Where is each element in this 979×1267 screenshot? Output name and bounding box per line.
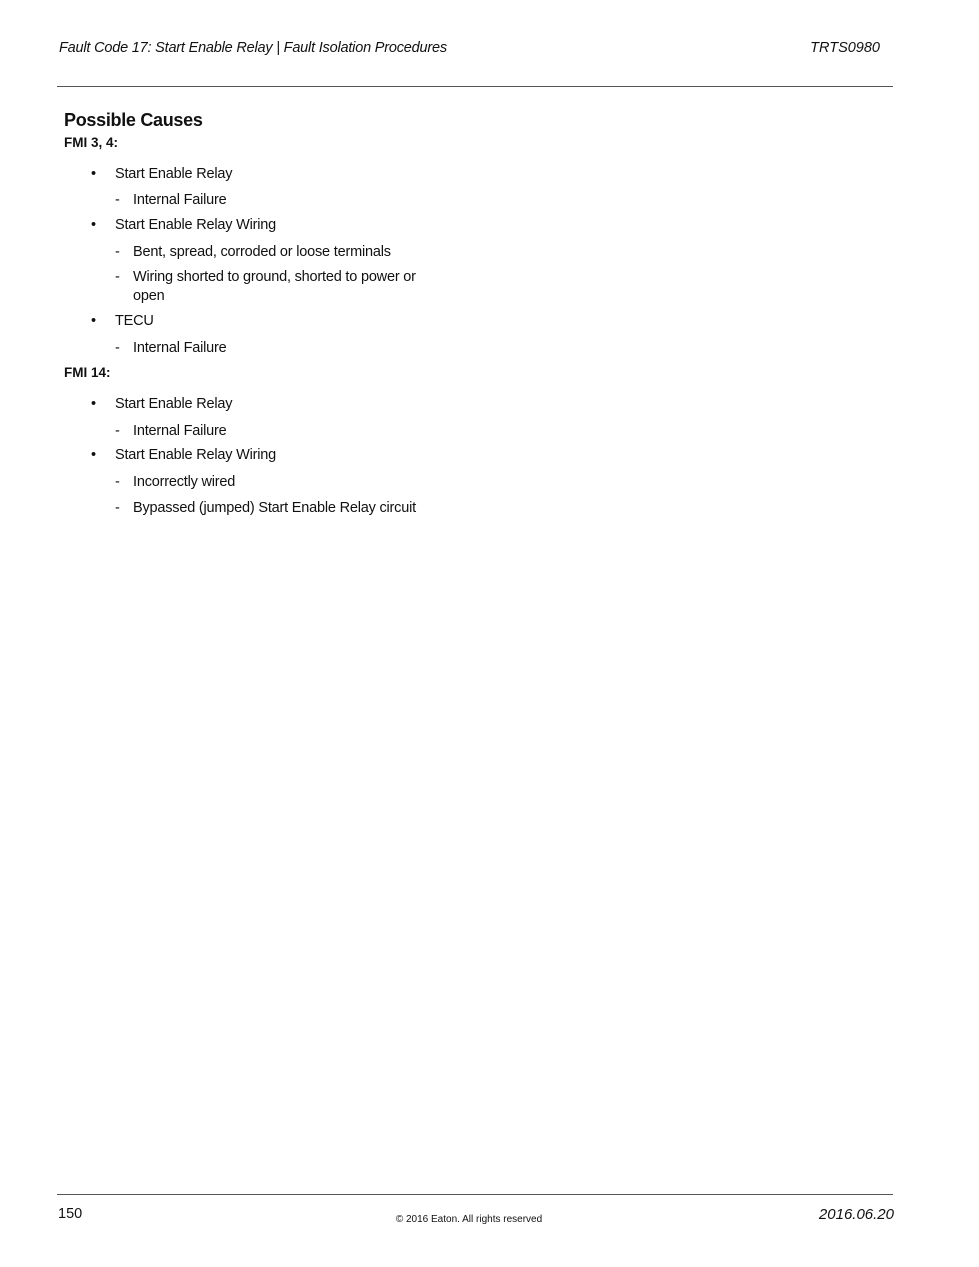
document-code: TRTS0980 [810,40,880,56]
dash-icon: - [115,269,120,285]
sub-cause-text: Wiring shorted to ground, shorted to power or open [133,269,416,304]
sub-cause-text: Bent, spread, corroded or loose terminals [133,244,391,260]
sub-item [115,191,443,210]
sub-cause-text: Internal Failure [133,423,227,439]
header-title: Fault Code 17: Start Enable Relay | Fault Isolation Procedures [59,40,447,56]
sub-cause-text: Internal Failure [133,192,227,208]
sub-item [115,499,443,518]
page-number: 150 [58,1206,83,1222]
sub-item [115,339,443,358]
bullet-icon: • [91,447,96,463]
bullet-icon: • [91,217,96,233]
header-divider [57,86,893,87]
dash-icon: - [115,340,120,356]
cause-text: Start Enable Relay Wiring [115,447,277,463]
bullet-icon: • [91,166,96,182]
footer-divider [57,1194,893,1195]
dash-icon: - [115,474,120,490]
copyright-notice: © 2016 Eaton. All rights reserved [395,1214,543,1225]
bullet-icon: • [91,396,96,412]
sub-item [115,243,443,262]
sub-item [115,473,443,492]
cause-text: Start Enable Relay [115,166,233,182]
dash-icon: - [115,500,120,516]
cause-text: Start Enable Relay Wiring [115,217,277,233]
bullet-icon: • [91,313,96,329]
dash-icon: - [115,192,120,208]
sub-cause-text: Internal Failure [133,340,227,356]
dash-icon: - [115,423,120,439]
sub-cause-text: Incorrectly wired [133,474,236,490]
sub-cause-text: Bypassed (jumped) Start Enable Relay circuit [133,500,416,516]
dash-icon: - [115,244,120,260]
revision-date: 2016.06.20 [818,1206,894,1223]
cause-text: Start Enable Relay [115,396,233,412]
cause-text: TECU [115,313,154,329]
sub-item [115,268,443,306]
section-title: Possible Causes [64,110,203,130]
fmi-label: FMI 14: [64,365,111,380]
fmi-label: FMI 3, 4: [64,135,119,150]
sub-item [115,422,443,441]
